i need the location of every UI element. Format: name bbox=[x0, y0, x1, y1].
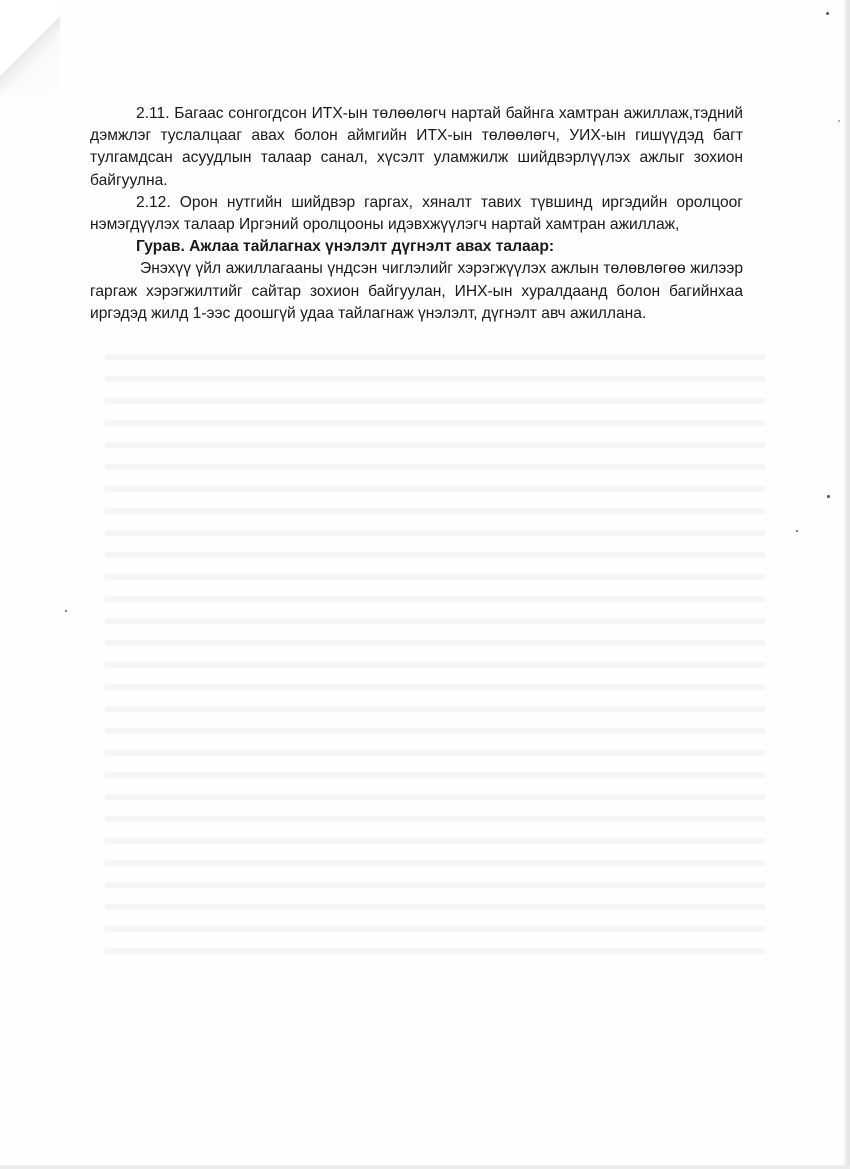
scan-speck bbox=[827, 495, 830, 498]
page-corner-fold bbox=[0, 0, 60, 95]
scan-bottom-edge bbox=[0, 1165, 850, 1169]
scan-speck bbox=[838, 120, 840, 122]
paragraph-2-11: 2.11. Багаас сонгогдсон ИТХ-ын төлөөлөгч нартай байнга хамтран ажиллаж,тэдний дэмжлэг туслалцааг авах болон аймгийн ИТХ-ын төлөөлөгч, УИХ-ын гишүүдэд багт тулгамдсан асуудлын талаар санал, хүсэлт уламжилж шийдвэрлүүлэх ажлыг зохион байгуулна. bbox=[90, 105, 743, 189]
document-body bbox=[90, 103, 743, 325]
paragraph-2-12: 2.12. Орон нутгийн шийдвэр гаргах, хяналт тавих түвшинд иргэдийн оролцоог нэмэгдүүлэх талаар Иргэний оролцооны идэвхжүүлэгч нартай хамтран ажиллаж, bbox=[90, 193, 743, 234]
section-heading-3: Гурав. Ажлаа тайлагнах үнэлэлт дүгнэлт авах талаар: bbox=[136, 238, 555, 256]
scan-speck bbox=[796, 530, 798, 532]
scan-speck bbox=[826, 12, 829, 15]
paragraph-3: Энэхүү үйл ажиллагааны үндсэн чиглэлийг хэрэгжүүлэх ажлын төлөвлөгөө жилээр гаргаж хэрэгжилтийг сайтар зохион байгуулан, ИНХ-ын хуралдаанд болон багийнхаа иргэдэд жилд 1-ээс доошгүй удаа тайлагнаж үнэлэлт, дүгнэлт авч ажиллана. bbox=[90, 260, 743, 322]
bleed-through-text bbox=[105, 340, 765, 960]
scan-speck bbox=[65, 610, 67, 612]
scan-edge-shadow bbox=[844, 0, 850, 1169]
